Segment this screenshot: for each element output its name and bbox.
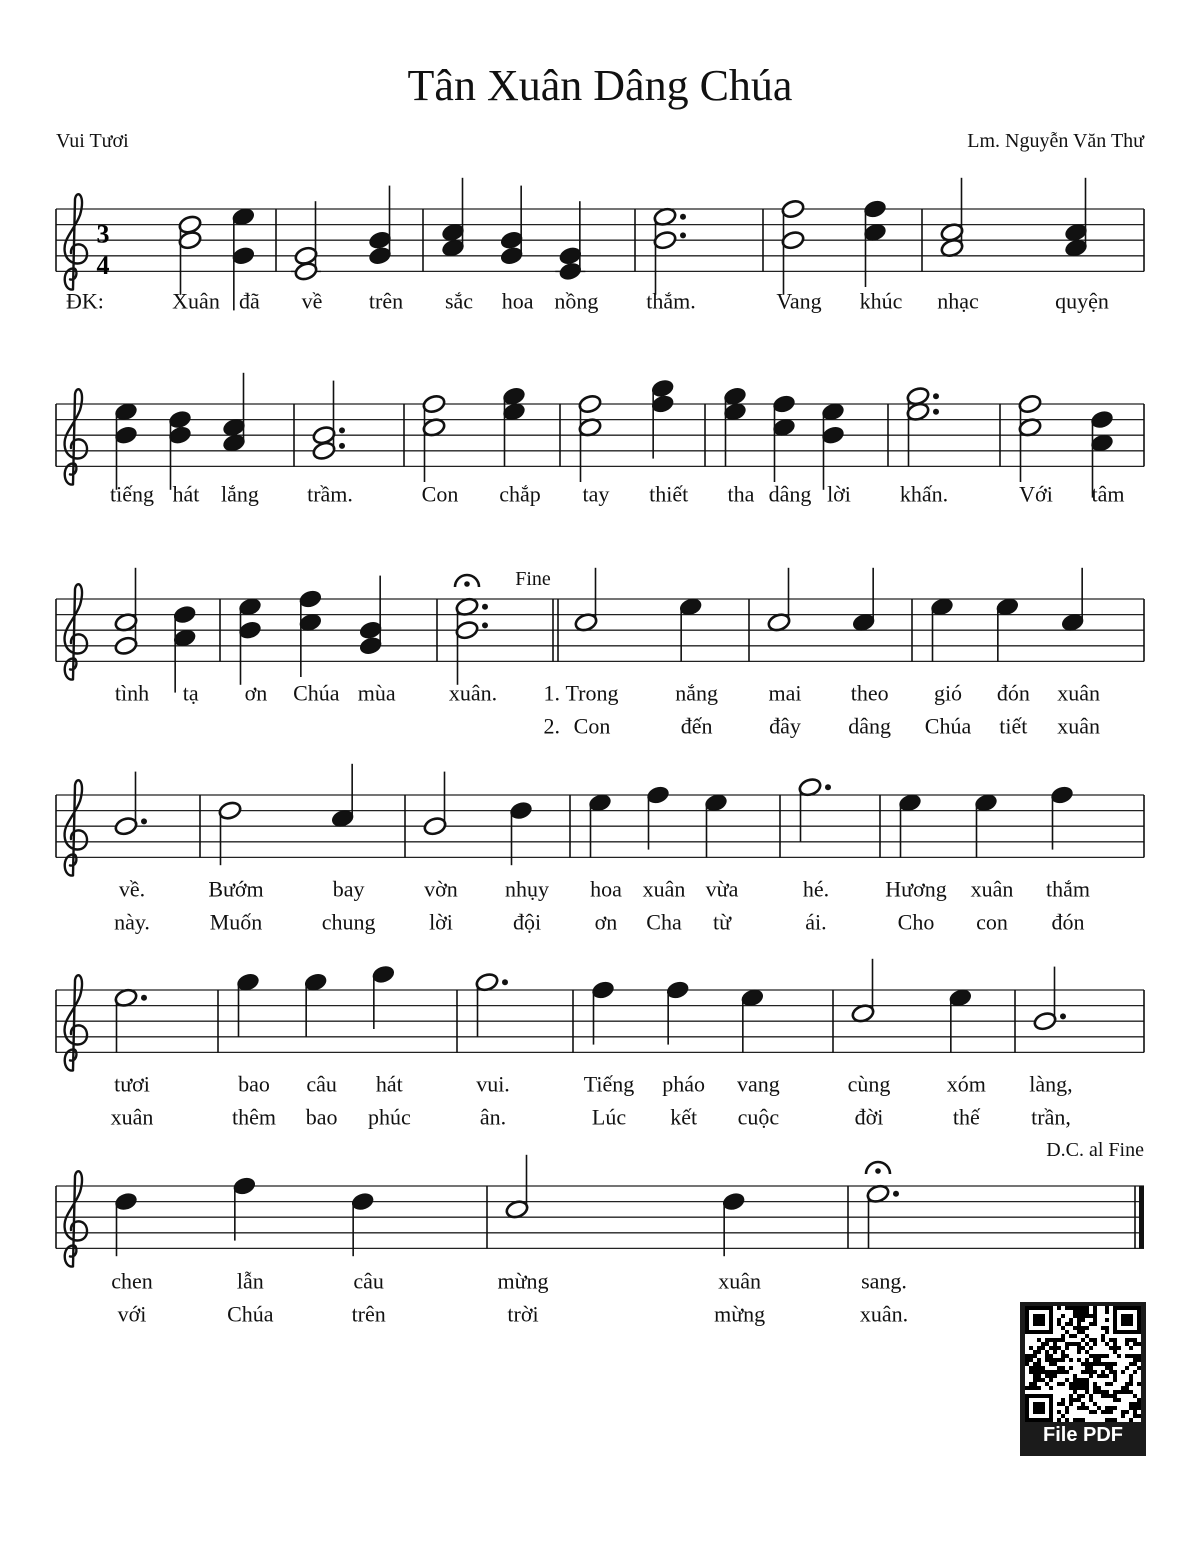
note-head <box>114 816 139 837</box>
lyric-syllable: khúc <box>859 288 903 314</box>
note-head <box>509 800 534 821</box>
lyric-syllable: nhụy <box>505 876 549 902</box>
lyric-syllable: nồng <box>554 288 599 314</box>
lyric-syllable: vờn <box>424 876 458 902</box>
lyric-syllable: Bướm <box>208 876 264 902</box>
measure <box>1029 967 1072 1130</box>
note-head <box>114 425 139 446</box>
note-head <box>350 1191 375 1212</box>
note-head <box>646 785 671 806</box>
lyric-syllable: thêm <box>232 1104 276 1130</box>
measure <box>208 764 405 935</box>
lyric-syllable: Cha <box>646 909 682 935</box>
lyric-syllable: Trong <box>565 680 619 706</box>
staff-system <box>56 764 1144 935</box>
note-head <box>368 230 393 251</box>
measure <box>848 959 1015 1130</box>
lyric-syllable: xóm <box>946 1071 986 1097</box>
measure <box>111 987 218 1129</box>
refrain-label: ĐK: <box>66 288 104 314</box>
lyric-syllable: ơn <box>594 909 618 935</box>
lyric-syllable: nhạc <box>937 288 979 314</box>
measure <box>114 568 220 706</box>
lyric-syllable: ái. <box>805 909 827 935</box>
lyric-syllable: dâng <box>848 713 892 739</box>
verse-number: 1. <box>543 680 560 706</box>
lyric-syllable: khấn. <box>899 481 949 507</box>
lyric-syllable: cùng <box>847 1071 891 1097</box>
lyric-syllable: mừng <box>497 1268 549 1294</box>
lyric-syllable: tình <box>114 680 150 706</box>
measure <box>497 1155 848 1327</box>
staff-system <box>56 373 1144 507</box>
lyric-syllable: thiết <box>649 481 689 507</box>
measure <box>475 972 573 1130</box>
lyric-syllable: bay <box>332 876 365 902</box>
measure <box>441 178 635 314</box>
lyric-syllable: trời <box>507 1301 539 1327</box>
lyric-syllable: hoa <box>590 876 622 902</box>
dot <box>482 622 488 628</box>
qr-label: File PDF <box>1042 1424 1123 1446</box>
time-signature-bottom: 4 <box>96 250 110 280</box>
lyric-syllable: trên <box>368 288 404 314</box>
dot <box>482 604 488 610</box>
lyric-syllable: bao <box>238 1071 270 1097</box>
lyric-syllable: vui. <box>476 1071 510 1097</box>
measure <box>798 777 880 935</box>
dot <box>1060 1013 1066 1019</box>
note-head <box>168 425 193 446</box>
measure <box>114 772 200 935</box>
note-head <box>499 245 524 266</box>
song-title: Tân Xuân Dâng Chúa <box>407 61 793 110</box>
note-head <box>294 245 319 266</box>
note-head <box>781 230 806 251</box>
note-head <box>218 800 243 821</box>
lyric-syllable: vừa <box>705 876 739 902</box>
lyric-syllable: câu <box>353 1268 384 1294</box>
dot <box>339 427 345 433</box>
note-head <box>231 245 256 266</box>
staff-system <box>56 959 1144 1130</box>
lyric-syllable: xuân <box>1057 713 1101 739</box>
lyric-syllable: thắm <box>1046 876 1090 902</box>
lyric-syllable: theo <box>850 680 889 706</box>
verse-number: 2. <box>543 713 560 739</box>
note-head <box>1033 1011 1058 1032</box>
qr-code-icon <box>1025 1306 1141 1422</box>
measure <box>110 373 294 507</box>
measure <box>646 206 763 313</box>
lyric-syllable: đội <box>512 909 542 935</box>
lyric-syllable: Muốn <box>209 909 263 935</box>
lyric-syllable: dâng <box>768 481 812 507</box>
lyric-syllable: Lúc <box>591 1104 627 1130</box>
lyric-syllable: tiếng <box>110 481 154 507</box>
measure <box>937 178 1109 314</box>
lyric-syllable: về <box>301 288 323 314</box>
lyric-syllable: xuân. <box>859 1301 909 1327</box>
note-head <box>178 214 203 235</box>
score-systems <box>56 178 1144 1327</box>
lyric-syllable: ơn <box>244 680 268 706</box>
lyric-syllable: Con <box>573 713 611 739</box>
lyric-syllable: chen <box>111 1268 153 1294</box>
lyric-syllable: sang. <box>861 1268 907 1294</box>
lyric-syllable: Tiếng <box>583 1071 635 1097</box>
qr-code-badge[interactable] <box>1020 1302 1146 1456</box>
measure <box>307 381 404 507</box>
lyric-syllable: xuân <box>1057 680 1101 706</box>
lyric-syllable: cuộc <box>737 1104 780 1130</box>
lyric-syllable: trên <box>351 1301 386 1327</box>
staff-system <box>56 1139 1144 1326</box>
note-head <box>1090 409 1115 430</box>
note-head <box>455 620 480 641</box>
note-head <box>665 980 690 1001</box>
note-head <box>371 964 396 985</box>
lyric-syllable: sắc <box>444 288 474 314</box>
measure <box>885 785 1090 935</box>
note-head <box>772 394 797 415</box>
measure <box>238 576 437 706</box>
lyric-syllable: tay <box>582 481 610 507</box>
lyric-syllable: lời <box>429 909 453 935</box>
measure <box>232 964 457 1129</box>
lyric-syllable: kết <box>670 1104 698 1130</box>
lyric-syllable: đón <box>1051 909 1085 935</box>
measure <box>449 568 558 705</box>
lyric-syllable: tâm <box>1091 481 1125 507</box>
dot <box>933 409 939 415</box>
lyric-syllable: trầm. <box>307 481 353 507</box>
dot <box>680 214 686 220</box>
note-head <box>499 230 524 251</box>
lyric-syllable: bao <box>305 1104 338 1130</box>
note-head <box>312 425 337 446</box>
composer-credit: Lm. Nguyễn Văn Thư <box>967 130 1144 152</box>
note-head <box>781 199 806 220</box>
note-head <box>578 394 603 415</box>
lyric-syllable: Chúa <box>924 713 972 739</box>
note-head <box>238 620 263 641</box>
note-head <box>423 816 448 837</box>
lyric-syllable: tha <box>727 481 755 507</box>
note-head <box>558 245 583 266</box>
lyric-syllable: tạ <box>182 680 199 706</box>
lyric-syllable: mai <box>768 680 802 706</box>
lyric-syllable: phúc <box>367 1104 411 1130</box>
lyric-syllable: trần, <box>1031 1104 1071 1130</box>
lyric-syllable: đây <box>769 713 801 739</box>
lyric-syllable: gió <box>933 680 963 706</box>
note-head <box>558 261 583 282</box>
lyric-syllable: hé. <box>802 876 830 902</box>
measure <box>291 186 423 314</box>
note-head <box>650 394 675 415</box>
note-head <box>114 635 139 656</box>
lyric-syllable: Chúa <box>293 680 340 706</box>
lyric-syllable: xuân <box>642 876 686 902</box>
dot <box>141 995 147 1001</box>
lyric-syllable: đời <box>854 1104 884 1130</box>
staff-system <box>56 178 1144 314</box>
note-head <box>1050 785 1075 806</box>
note-head <box>422 394 447 415</box>
final-barline <box>1139 1186 1144 1248</box>
measure <box>423 772 570 935</box>
lyric-syllable: Với <box>1019 481 1053 507</box>
dot <box>339 443 345 449</box>
note-head <box>168 409 193 430</box>
lyric-syllable: đến <box>680 713 713 739</box>
note-head <box>232 1176 257 1197</box>
lyric-syllable: con <box>976 909 1008 935</box>
lyric-syllable: pháo <box>662 1071 706 1097</box>
note-head <box>821 425 846 446</box>
dot <box>893 1191 899 1197</box>
note-head <box>721 1191 746 1212</box>
lyric-syllable: xuân <box>110 1104 154 1130</box>
lyric-syllable: vang <box>736 1071 780 1097</box>
lyric-syllable: làng, <box>1029 1071 1073 1097</box>
measure <box>578 378 705 506</box>
note-head <box>591 980 616 1001</box>
lyric-syllable: Xuân <box>172 288 220 314</box>
measure <box>111 1176 487 1327</box>
dot <box>141 818 147 824</box>
lyric-syllable: Hương <box>885 876 947 902</box>
note-head <box>368 245 393 266</box>
lyric-syllable: tươi <box>114 1071 150 1097</box>
lyric-syllable: xuân. <box>448 680 498 706</box>
staff-system <box>56 568 1144 739</box>
tempo-marking: Vui Tươi <box>56 130 129 152</box>
lyric-syllable: lắng <box>221 481 259 507</box>
lyric-syllable: xuân <box>970 876 1014 902</box>
lyric-syllable: tiết <box>999 713 1028 739</box>
lyric-syllable: quyện <box>1055 288 1109 314</box>
measure <box>172 206 276 313</box>
lyric-syllable: nắng <box>675 680 719 706</box>
measure <box>1018 394 1125 507</box>
note-head <box>1018 394 1043 415</box>
dot <box>933 393 939 399</box>
lyric-syllable: mùa <box>357 680 396 706</box>
lyric-syllable: này. <box>114 909 150 935</box>
lyric-syllable: mừng <box>714 1301 766 1327</box>
lyric-syllable: Con <box>421 481 459 507</box>
lyric-syllable: hoa <box>501 288 534 314</box>
measure <box>767 568 912 739</box>
measure <box>925 568 1100 739</box>
measure <box>584 980 833 1130</box>
lyric-syllable: Cho <box>897 909 935 935</box>
lyric-syllable: về. <box>118 876 146 902</box>
lyric-syllable: đón <box>996 680 1030 706</box>
note-head <box>358 620 383 641</box>
fine-marking: Fine <box>515 568 551 590</box>
time-signature-top: 3 <box>96 219 110 249</box>
dot <box>502 979 508 985</box>
dot <box>825 784 831 790</box>
lyric-syllable: lời <box>827 481 851 507</box>
dc-al-fine-marking: D.C. al Fine <box>1046 1139 1144 1161</box>
measure <box>544 568 750 739</box>
note-head <box>863 199 888 220</box>
lyric-syllable: từ <box>712 909 732 935</box>
lyric-syllable: thắm. <box>646 288 696 314</box>
lyric-syllable: chắp <box>499 481 541 507</box>
note-head <box>172 604 197 625</box>
note-head <box>298 589 323 610</box>
lyric-syllable: ân. <box>479 1104 507 1130</box>
measure <box>588 785 780 935</box>
lyric-syllable: hát <box>375 1071 403 1097</box>
lyric-syllable: lẫn <box>236 1268 264 1294</box>
lyric-syllable: chung <box>321 909 376 935</box>
note-head <box>114 1191 139 1212</box>
lyric-syllable: thế <box>952 1104 980 1130</box>
lyric-syllable: hát <box>172 481 200 507</box>
lyric-syllable: câu <box>306 1071 337 1097</box>
lyric-syllable: với <box>117 1301 147 1327</box>
lyric-syllable: Vang <box>776 288 822 314</box>
note-head <box>358 635 383 656</box>
lyric-syllable: Chúa <box>227 1301 274 1327</box>
lyric-syllable: đã <box>238 288 260 314</box>
lyric-syllable: xuân <box>718 1268 762 1294</box>
dot <box>680 232 686 238</box>
note-head <box>653 230 678 251</box>
note-head <box>650 378 675 399</box>
